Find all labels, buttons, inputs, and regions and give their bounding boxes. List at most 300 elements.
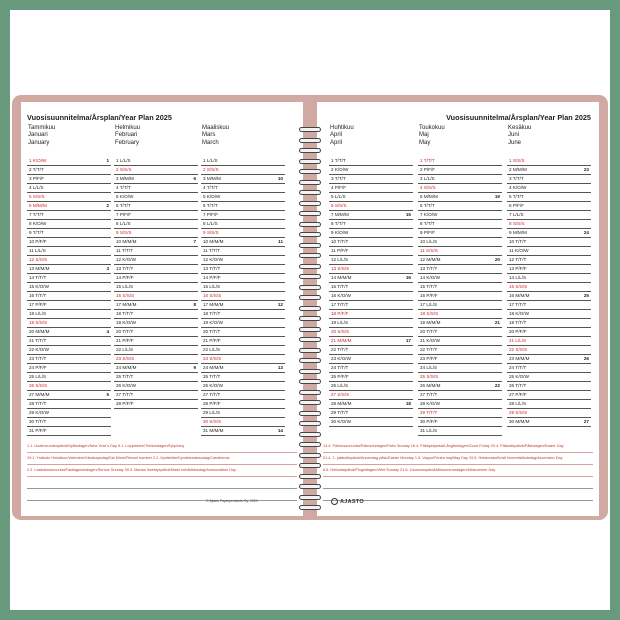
day-row[interactable] <box>507 202 591 211</box>
day-label: 11 L/L/S <box>29 248 46 253</box>
day-row[interactable] <box>507 400 591 409</box>
day-label: 11 P/F/F <box>331 248 349 253</box>
day-row[interactable] <box>329 418 413 427</box>
day-row[interactable] <box>201 292 285 301</box>
copyright: © Ajasto Paperproducts Oy, 2024 <box>206 499 258 503</box>
day-row[interactable] <box>201 355 285 364</box>
day-row[interactable] <box>507 247 591 256</box>
spiral-coil <box>299 463 321 468</box>
day-label: 19 L/L/S <box>331 320 349 325</box>
day-row[interactable] <box>418 265 502 274</box>
day-label: 9 S/S/S <box>203 230 219 235</box>
day-row[interactable] <box>201 193 285 202</box>
day-row[interactable] <box>27 202 111 211</box>
day-row[interactable] <box>27 193 111 202</box>
day-row[interactable] <box>114 391 198 400</box>
day-row[interactable] <box>418 292 502 301</box>
day-row[interactable] <box>329 355 413 364</box>
day-label: 13 T/T/T <box>420 266 438 271</box>
day-row[interactable] <box>27 211 111 220</box>
day-row[interactable] <box>27 274 111 283</box>
day-row[interactable] <box>507 184 591 193</box>
day-label: 5 K/O/W <box>116 194 134 199</box>
day-row[interactable] <box>418 175 502 184</box>
day-row[interactable] <box>329 247 413 256</box>
day-row[interactable] <box>27 256 111 265</box>
day-row[interactable] <box>27 238 111 247</box>
day-row[interactable] <box>329 256 413 265</box>
day-label: 7 M/M/M <box>331 212 349 217</box>
day-row[interactable] <box>114 346 198 355</box>
day-row[interactable] <box>329 301 413 310</box>
day-row[interactable] <box>418 256 502 265</box>
day-label: 11 K/O/W <box>509 248 529 253</box>
day-label: 16 S/S/S <box>116 293 135 298</box>
day-row[interactable] <box>27 400 111 409</box>
day-row[interactable] <box>418 355 502 364</box>
day-row[interactable] <box>201 337 285 346</box>
day-row[interactable] <box>329 202 413 211</box>
brand-name: AJASTO <box>340 498 365 505</box>
day-row[interactable] <box>201 166 285 175</box>
day-row[interactable] <box>201 427 285 436</box>
day-row[interactable] <box>507 391 591 400</box>
day-row[interactable] <box>114 400 198 409</box>
day-row[interactable] <box>329 283 413 292</box>
day-label: 12 K/O/W <box>203 257 223 262</box>
day-row[interactable] <box>507 265 591 274</box>
day-row[interactable] <box>114 229 198 238</box>
day-row[interactable] <box>418 301 502 310</box>
day-label: 30 M/M/M <box>509 419 530 424</box>
day-row[interactable] <box>27 418 111 427</box>
month-name-en: March <box>202 139 219 146</box>
day-row[interactable] <box>201 400 285 409</box>
spiral-coil <box>299 474 321 479</box>
day-label: 14 M/M/M <box>331 275 352 280</box>
week-number: 3 <box>106 266 109 271</box>
day-row[interactable] <box>329 211 413 220</box>
day-label: 22 K/O/W <box>29 347 49 352</box>
day-row[interactable] <box>329 319 413 328</box>
day-row[interactable] <box>114 175 198 184</box>
day-row[interactable] <box>329 346 413 355</box>
day-row[interactable] <box>27 265 111 274</box>
day-label: 31 P/F/F <box>29 428 47 433</box>
day-label: 17 L/L/S <box>420 302 438 307</box>
day-row[interactable] <box>418 337 502 346</box>
day-label: 23 T/T/T <box>29 356 47 361</box>
day-row[interactable] <box>329 391 413 400</box>
day-label: 27 T/T/T <box>203 392 221 397</box>
day-label: 19 T/T/T <box>509 320 527 325</box>
day-row[interactable] <box>27 355 111 364</box>
day-row[interactable] <box>201 382 285 391</box>
day-row[interactable] <box>507 346 591 355</box>
day-label: 6 T/T/T <box>420 203 435 208</box>
day-label: 23 P/F/F <box>420 356 438 361</box>
day-row[interactable] <box>114 184 198 193</box>
spiral-coil <box>299 211 321 216</box>
day-row[interactable] <box>329 274 413 283</box>
day-list <box>114 157 198 409</box>
day-row[interactable] <box>114 202 198 211</box>
day-label: 18 P/F/F <box>331 311 349 316</box>
day-label: 14 T/T/T <box>29 275 47 280</box>
day-label: 4 T/T/T <box>116 185 131 190</box>
day-row[interactable] <box>114 373 198 382</box>
day-row[interactable] <box>27 346 111 355</box>
day-label: 22 T/T/T <box>420 347 438 352</box>
day-row[interactable] <box>201 247 285 256</box>
day-row[interactable] <box>201 364 285 373</box>
day-label: 3 T/T/T <box>331 176 346 181</box>
day-row[interactable] <box>27 373 111 382</box>
day-row[interactable] <box>329 166 413 175</box>
day-row[interactable] <box>418 184 502 193</box>
day-row[interactable] <box>27 310 111 319</box>
day-row[interactable] <box>507 238 591 247</box>
day-row[interactable] <box>418 346 502 355</box>
day-label: 27 M/M/M <box>29 392 50 397</box>
day-label: 6 T/T/T <box>203 203 218 208</box>
day-row[interactable] <box>507 310 591 319</box>
day-row[interactable] <box>329 292 413 301</box>
day-row[interactable] <box>201 409 285 418</box>
day-label: 24 M/M/M <box>116 365 137 370</box>
day-row[interactable] <box>114 211 198 220</box>
day-row[interactable] <box>507 229 591 238</box>
month-column <box>418 125 502 433</box>
day-label: 29 T/T/T <box>420 410 438 415</box>
day-row[interactable] <box>507 166 591 175</box>
day-row[interactable] <box>201 274 285 283</box>
day-row[interactable] <box>418 238 502 247</box>
day-label: 26 K/O/W <box>116 383 136 388</box>
day-row[interactable] <box>201 310 285 319</box>
day-row[interactable] <box>27 382 111 391</box>
day-label: 9 K/O/W <box>331 230 349 235</box>
spiral-coil <box>299 180 321 185</box>
day-row[interactable] <box>329 220 413 229</box>
day-row[interactable] <box>201 220 285 229</box>
day-row[interactable] <box>27 427 111 436</box>
day-row[interactable] <box>114 364 198 373</box>
day-label: 22 T/T/T <box>331 347 349 352</box>
day-row[interactable] <box>507 328 591 337</box>
day-row[interactable] <box>418 193 502 202</box>
day-row[interactable] <box>27 391 111 400</box>
month-name-fi: Tammikuu <box>28 125 56 131</box>
day-label: 9 M/M/M <box>509 230 527 235</box>
day-row[interactable] <box>329 409 413 418</box>
day-label: 8 T/T/T <box>331 221 346 226</box>
day-label: 24 M/M/M <box>203 365 224 370</box>
day-label: 10 M/M/M <box>116 239 137 244</box>
day-label: 26 S/S/S <box>29 383 48 388</box>
day-row[interactable] <box>27 292 111 301</box>
day-row[interactable] <box>329 328 413 337</box>
day-row[interactable] <box>418 319 502 328</box>
week-number: 25 <box>583 293 589 298</box>
day-label: 19 S/S/S <box>29 320 48 325</box>
day-label: 19 K/O/W <box>116 320 136 325</box>
day-row[interactable] <box>201 391 285 400</box>
day-row[interactable] <box>329 400 413 409</box>
day-row[interactable] <box>418 418 502 427</box>
day-row[interactable] <box>418 328 502 337</box>
day-row[interactable] <box>27 220 111 229</box>
day-label: 21 T/T/T <box>29 338 47 343</box>
spiral-coil <box>299 138 321 143</box>
day-row[interactable] <box>201 229 285 238</box>
day-row[interactable] <box>418 247 502 256</box>
day-row[interactable] <box>27 283 111 292</box>
day-label: 24 T/T/T <box>331 365 349 370</box>
day-label: 27 T/T/T <box>420 392 438 397</box>
day-row[interactable] <box>418 283 502 292</box>
day-row[interactable] <box>507 157 591 166</box>
left-page <box>21 102 303 516</box>
day-row[interactable] <box>329 229 413 238</box>
day-row[interactable] <box>27 301 111 310</box>
day-label: 11 T/T/T <box>203 248 220 253</box>
week-number: 23 <box>583 167 589 172</box>
day-row[interactable] <box>329 373 413 382</box>
day-row[interactable] <box>507 337 591 346</box>
day-label: 1 T/T/T <box>420 158 435 163</box>
day-row[interactable] <box>201 175 285 184</box>
day-label: 13 T/T/T <box>203 266 221 271</box>
day-row[interactable] <box>507 418 591 427</box>
day-row[interactable] <box>201 265 285 274</box>
day-row[interactable] <box>507 301 591 310</box>
day-row[interactable] <box>201 157 285 166</box>
day-label: 21 M/M/M <box>331 338 352 343</box>
week-number: 5 <box>106 392 109 397</box>
day-row[interactable] <box>27 409 111 418</box>
spiral-coil <box>299 348 321 353</box>
day-label: 6 T/T/T <box>116 203 131 208</box>
day-label: 11 S/S/S <box>420 248 438 253</box>
day-row[interactable] <box>114 247 198 256</box>
day-list <box>329 157 413 427</box>
day-row[interactable] <box>201 319 285 328</box>
day-row[interactable] <box>418 400 502 409</box>
day-row[interactable] <box>507 193 591 202</box>
day-row[interactable] <box>27 166 111 175</box>
week-number: 10 <box>277 176 283 181</box>
day-row[interactable] <box>27 328 111 337</box>
day-row[interactable] <box>329 265 413 274</box>
day-label: 22 L/L/S <box>203 347 221 352</box>
day-label: 29 L/L/S <box>203 410 221 415</box>
day-row[interactable] <box>201 202 285 211</box>
month-name-en: January <box>28 139 50 146</box>
day-row[interactable] <box>114 283 198 292</box>
day-row[interactable] <box>507 220 591 229</box>
day-label: 10 P/F/F <box>29 239 47 244</box>
day-row[interactable] <box>418 373 502 382</box>
day-row[interactable] <box>418 202 502 211</box>
day-row[interactable] <box>201 184 285 193</box>
day-row[interactable] <box>418 166 502 175</box>
week-number: 15 <box>405 212 411 217</box>
day-row[interactable] <box>201 238 285 247</box>
day-row[interactable] <box>507 283 591 292</box>
day-row[interactable] <box>329 193 413 202</box>
day-label: 3 M/M/M <box>116 176 134 181</box>
day-row[interactable] <box>507 364 591 373</box>
day-label: 30 S/S/S <box>203 419 222 424</box>
day-row[interactable] <box>114 328 198 337</box>
day-row[interactable] <box>418 364 502 373</box>
day-label: 28 K/O/W <box>420 401 440 406</box>
day-row[interactable] <box>201 256 285 265</box>
day-label: 25 S/S/S <box>420 374 439 379</box>
day-row[interactable] <box>507 409 591 418</box>
day-row[interactable] <box>201 328 285 337</box>
day-label: 12 S/S/S <box>29 257 48 262</box>
day-row[interactable] <box>114 274 198 283</box>
day-label: 24 P/F/F <box>29 365 47 370</box>
day-row[interactable] <box>27 229 111 238</box>
day-row[interactable] <box>418 391 502 400</box>
spiral-coil <box>299 253 321 258</box>
day-label: 4 T/T/T <box>203 185 218 190</box>
day-row[interactable] <box>418 427 502 436</box>
day-label: 15 K/O/W <box>29 284 49 289</box>
day-row[interactable] <box>114 157 198 166</box>
day-label: 6 M/M/M <box>29 203 47 208</box>
day-label: 13 S/S/S <box>331 266 350 271</box>
day-row[interactable] <box>201 301 285 310</box>
day-row[interactable] <box>114 301 198 310</box>
day-label: 16 S/S/S <box>203 293 222 298</box>
day-row[interactable] <box>418 274 502 283</box>
day-row[interactable] <box>114 265 198 274</box>
day-label: 26 M/M/M <box>420 383 441 388</box>
day-row[interactable] <box>201 211 285 220</box>
day-label: 5 S/S/S <box>29 194 45 199</box>
day-row[interactable] <box>507 256 591 265</box>
spiral-binding <box>299 127 321 515</box>
day-row[interactable] <box>114 292 198 301</box>
brand-logo <box>331 498 364 505</box>
day-row[interactable] <box>418 229 502 238</box>
day-row[interactable] <box>27 337 111 346</box>
day-label: 18 T/T/T <box>203 311 221 316</box>
day-label: 25 P/F/F <box>331 374 349 379</box>
day-label: 18 K/O/W <box>509 311 529 316</box>
day-label: 3 M/M/M <box>203 176 221 181</box>
holiday-line: 2.3. Laskiaissunnuntai/Fastlagssöndagen/Shrove Sunday 30.3. Marian ilmestyspäivä/Marie bebådelsedag/Annunciation Day <box>27 465 297 477</box>
day-row[interactable] <box>507 355 591 364</box>
day-label: 26 T/T/T <box>509 383 527 388</box>
day-row[interactable] <box>507 319 591 328</box>
day-row[interactable] <box>507 175 591 184</box>
day-row[interactable] <box>114 337 198 346</box>
day-row[interactable] <box>329 175 413 184</box>
day-row[interactable] <box>27 364 111 373</box>
day-row[interactable] <box>201 418 285 427</box>
day-label: 30 K/O/W <box>331 419 351 424</box>
day-row[interactable] <box>114 310 198 319</box>
spiral-coil <box>299 169 321 174</box>
day-row[interactable] <box>507 382 591 391</box>
day-label: 29 K/O/W <box>29 410 49 415</box>
day-row[interactable] <box>507 373 591 382</box>
day-row[interactable] <box>329 238 413 247</box>
day-row[interactable] <box>418 310 502 319</box>
day-row[interactable] <box>27 157 111 166</box>
day-label: 21 L/L/S <box>509 338 527 343</box>
day-list <box>418 157 502 436</box>
day-row[interactable] <box>114 319 198 328</box>
week-number: 26 <box>583 356 589 361</box>
day-row[interactable] <box>329 184 413 193</box>
day-row[interactable] <box>418 409 502 418</box>
day-row[interactable] <box>114 355 198 364</box>
day-row[interactable] <box>329 364 413 373</box>
day-row[interactable] <box>114 256 198 265</box>
day-label: 20 S/S/S <box>331 329 350 334</box>
day-row[interactable] <box>201 346 285 355</box>
day-row[interactable] <box>329 337 413 346</box>
day-row[interactable] <box>329 310 413 319</box>
day-label: 23 K/O/W <box>331 356 351 361</box>
day-label: 17 T/T/T <box>509 302 527 307</box>
day-label: 2 S/S/S <box>203 167 219 172</box>
day-label: 27 T/T/T <box>116 392 134 397</box>
day-row[interactable] <box>418 220 502 229</box>
day-row[interactable] <box>201 283 285 292</box>
day-row[interactable] <box>114 220 198 229</box>
day-row[interactable] <box>114 238 198 247</box>
day-row[interactable] <box>418 211 502 220</box>
day-row[interactable] <box>507 292 591 301</box>
day-label: 9 T/T/T <box>29 230 44 235</box>
day-label: 27 P/F/F <box>509 392 527 397</box>
day-row[interactable] <box>329 157 413 166</box>
right-page <box>317 102 599 516</box>
day-row[interactable] <box>201 373 285 382</box>
day-label: 28 P/F/F <box>116 401 134 406</box>
spiral-coil <box>299 358 321 363</box>
day-label: 2 K/O/W <box>331 167 349 172</box>
day-row[interactable] <box>418 382 502 391</box>
day-row[interactable] <box>329 382 413 391</box>
day-row[interactable] <box>27 175 111 184</box>
day-label: 11 T/T/T <box>116 248 133 253</box>
day-row[interactable] <box>27 319 111 328</box>
day-row[interactable] <box>114 382 198 391</box>
day-row[interactable] <box>114 193 198 202</box>
day-row[interactable] <box>507 211 591 220</box>
day-label: 9 S/S/S <box>116 230 132 235</box>
month-name-sv: Mars <box>202 132 216 139</box>
day-row[interactable] <box>114 166 198 175</box>
day-row[interactable] <box>27 247 111 256</box>
day-row[interactable] <box>27 184 111 193</box>
day-label: 5 T/T/T <box>509 194 524 199</box>
holiday-notes <box>27 441 297 501</box>
day-label: 29 S/S/S <box>509 410 528 415</box>
day-row[interactable] <box>507 274 591 283</box>
day-row[interactable] <box>418 157 502 166</box>
day-label: 12 T/T/T <box>509 257 527 262</box>
week-number: 21 <box>494 320 500 325</box>
